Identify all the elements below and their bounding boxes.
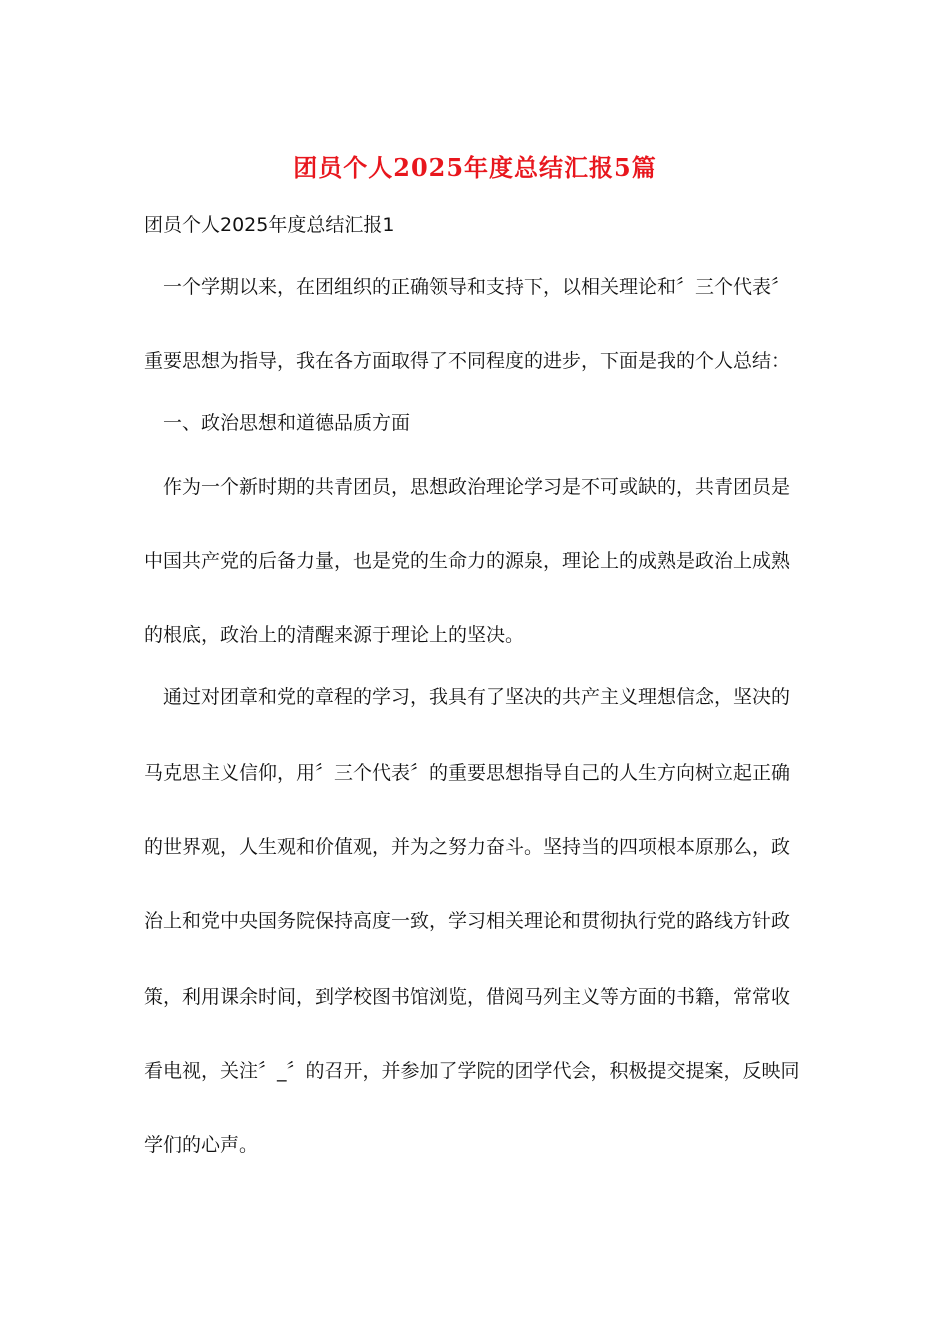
paragraph-line: 作为一个新时期的共青团员，思想政治理论学习是不可或缺的，共青团员是 xyxy=(163,476,791,498)
document-title: 团员个人2025年度总结汇报5篇 xyxy=(293,153,657,182)
paragraph-line: 马克思主义信仰，用〞三个代表〞的重要思想指导自己的人生方向树立起正确 xyxy=(144,762,791,784)
section-subtitle: 团员个人2025年度总结汇报1 xyxy=(144,214,395,236)
paragraph-line: 策，利用课余时间，到学校图书馆浏览，借阅马列主义等方面的书籍，常常收 xyxy=(144,986,791,1008)
paragraph-line: 看电视，关注〞_〞的召开，并参加了学院的团学代会，积极提交提案，反映同 xyxy=(144,1060,800,1082)
paragraph-line: 中国共产党的后备力量，也是党的生命力的源泉，理论上的成熟是政治上成熟 xyxy=(144,550,791,572)
paragraph-line: 的根底，政治上的清醒来源于理论上的坚决。 xyxy=(144,624,525,646)
paragraph-line: 学们的心声。 xyxy=(144,1134,259,1156)
paragraph-line: 通过对团章和党的章程的学习，我具有了坚决的共产主义理想信念，坚决的 xyxy=(163,686,791,708)
section-heading: 一、政治思想和道德品质方面 xyxy=(163,412,411,434)
paragraph-line: 治上和党中央国务院保持高度一致，学习相关理论和贯彻执行党的路线方针政 xyxy=(144,910,791,932)
paragraph-line: 一个学期以来，在团组织的正确领导和支持下，以相关理论和〞三个代表〞 xyxy=(163,276,791,298)
paragraph-line: 重要思想为指导，我在各方面取得了不同程度的进步，下面是我的个人总结： xyxy=(144,350,791,372)
paragraph-line: 的世界观，人生观和价值观，并为之努力奋斗。坚持当的四项根本原那么，政 xyxy=(144,836,791,858)
